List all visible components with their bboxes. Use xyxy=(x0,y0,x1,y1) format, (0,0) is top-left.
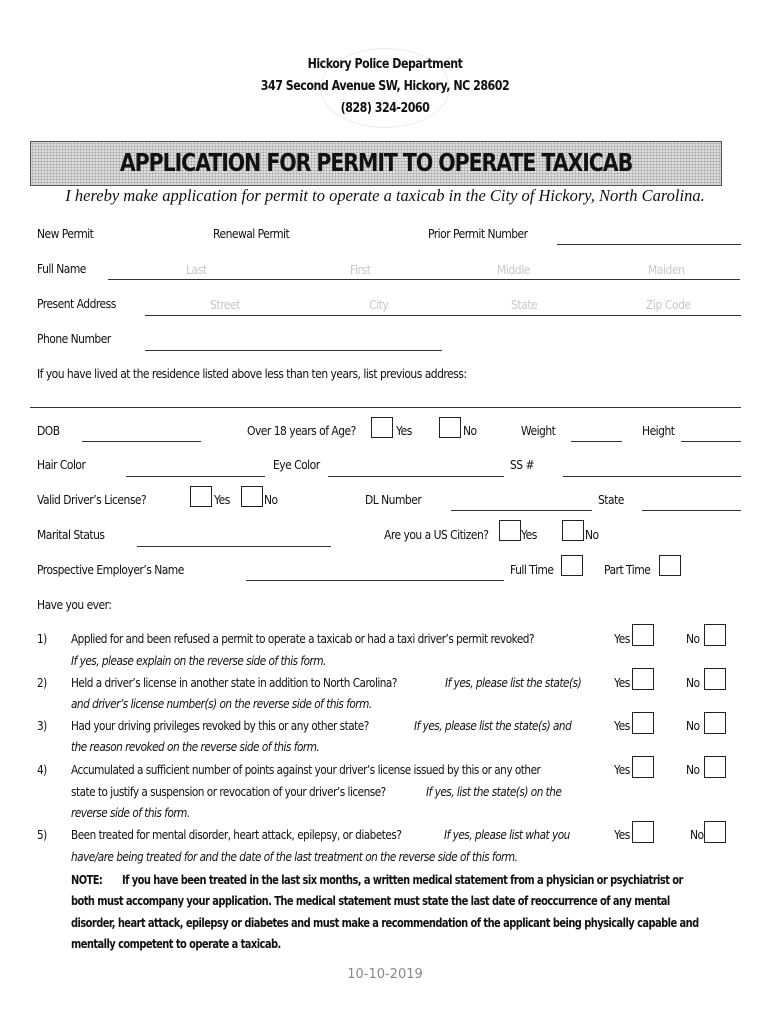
dl-number-field[interactable] xyxy=(451,510,592,511)
present-address-label: Present Address xyxy=(37,296,116,311)
phone-number-label: Phone Number xyxy=(37,331,111,346)
q3-no-checkbox[interactable] xyxy=(704,712,726,734)
present-address-field[interactable] xyxy=(145,315,741,316)
valid-license-yes-label: Yes xyxy=(214,492,230,507)
department-name: Hickory Police Department xyxy=(307,56,463,72)
full-time-label: Full Time xyxy=(510,562,554,577)
q1-yes-checkbox[interactable] xyxy=(632,624,654,646)
over-18-yes-label: Yes xyxy=(396,423,412,438)
q5-yes-checkbox[interactable] xyxy=(632,821,654,843)
zip-placeholder: Zip Code xyxy=(646,297,691,312)
full-name-field[interactable] xyxy=(108,279,740,280)
q3-no-label: No xyxy=(686,718,700,733)
question-text: Had your driving privileges revoked by this or any other state? xyxy=(71,718,369,733)
q4-yes-label: Yes xyxy=(614,762,630,777)
q4-yes-checkbox[interactable] xyxy=(632,756,654,778)
valid-license-yes-checkbox[interactable] xyxy=(190,486,212,507)
question-text: Applied for and been refused a permit to operate a taxicab or had a taxi driver’s permit revoked? xyxy=(71,631,535,646)
dl-state-field[interactable] xyxy=(642,510,741,511)
question-italic-note: If yes, list the state(s) on the xyxy=(426,784,562,799)
part-time-label: Part Time xyxy=(604,562,651,577)
q5-no-label: No xyxy=(690,827,704,842)
us-citizen-yes-checkbox[interactable] xyxy=(499,520,521,541)
new-permit-label: New Permit xyxy=(37,226,94,241)
hair-color-label: Hair Color xyxy=(37,457,86,472)
valid-license-no-label: No xyxy=(264,492,278,507)
full-name-label: Full Name xyxy=(37,261,86,276)
q4-no-checkbox[interactable] xyxy=(704,756,726,778)
ss-field[interactable] xyxy=(563,476,741,477)
over-18-no-label: No xyxy=(463,423,477,438)
question-text: Accumulated a sufficient number of points against your driver’s license issued by this or any other xyxy=(71,762,541,777)
prior-permit-number-label: Prior Permit Number xyxy=(428,226,528,241)
over-18-label: Over 18 years of Age? xyxy=(247,423,356,438)
question-italic-note: If yes, please list what you xyxy=(444,827,570,842)
dob-field[interactable] xyxy=(82,441,201,442)
first-name-placeholder: First xyxy=(350,262,371,277)
weight-label: Weight xyxy=(521,423,556,438)
valid-license-label: Valid Driver’s License? xyxy=(37,492,147,507)
part-time-checkbox[interactable] xyxy=(659,555,681,576)
dl-number-label: DL Number xyxy=(365,492,422,507)
valid-license-no-checkbox[interactable] xyxy=(241,486,263,507)
maiden-name-placeholder: Maiden xyxy=(648,262,685,277)
us-citizen-yes-label: Yes xyxy=(521,527,537,542)
us-citizen-no-label: No xyxy=(585,527,599,542)
previous-address-label: If you have lived at the residence listed above less than ten years, list previous address: xyxy=(37,366,467,381)
question-italic-note: reverse side of this form. xyxy=(71,805,190,820)
note-label: NOTE: xyxy=(71,872,103,887)
note-text: mentally competent to operate a taxicab. xyxy=(71,936,281,951)
prior-permit-number-field[interactable] xyxy=(557,244,741,245)
last-name-placeholder: Last xyxy=(186,262,207,277)
department-phone: (828) 324-2060 xyxy=(340,100,430,116)
footer-date: 10-10-2019 xyxy=(347,967,423,982)
height-label: Height xyxy=(642,423,675,438)
street-placeholder: Street xyxy=(210,297,241,312)
dob-label: DOB xyxy=(37,423,60,438)
question-italic-note: and driver’s license number(s) on the reverse side of this form. xyxy=(71,696,372,711)
question-italic-note: the reason revoked on the reverse side of this form. xyxy=(71,739,320,754)
question-number: 3) xyxy=(37,718,47,733)
weight-field[interactable] xyxy=(571,441,622,442)
eye-color-field[interactable] xyxy=(328,476,504,477)
q2-yes-label: Yes xyxy=(614,675,630,690)
employer-label: Prospective Employer’s Name xyxy=(37,562,184,577)
q5-no-checkbox[interactable] xyxy=(704,821,726,843)
renewal-permit-label: Renewal Permit xyxy=(213,226,290,241)
form-subtitle: I hereby make application for permit to operate a taxicab in the City of Hickory, North Carolina. xyxy=(65,186,705,205)
us-citizen-no-checkbox[interactable] xyxy=(562,520,584,541)
over-18-yes-checkbox[interactable] xyxy=(371,417,393,438)
question-text: Been treated for mental disorder, heart attack, epilepsy, or diabetes? xyxy=(71,827,402,842)
department-address: 347 Second Avenue SW, Hickory, NC 28602 xyxy=(260,78,510,94)
form-title: APPLICATION FOR PERMIT TO OPERATE TAXICAB xyxy=(119,148,633,177)
us-citizen-label: Are you a US Citizen? xyxy=(384,527,489,542)
note-text: disorder, heart attack, epilepsy or diabetes and must make a recommendation of the applicant being physically capable and xyxy=(71,915,699,930)
phone-number-field[interactable] xyxy=(145,350,442,351)
hair-color-field[interactable] xyxy=(126,476,265,477)
city-placeholder: City xyxy=(369,297,389,312)
over-18-no-checkbox[interactable] xyxy=(439,417,461,438)
ss-label: SS # xyxy=(510,457,535,472)
state-placeholder: State xyxy=(511,297,538,312)
question-italic-note: If yes, please list the state(s) and xyxy=(414,718,572,733)
q1-no-checkbox[interactable] xyxy=(704,624,726,646)
have-you-ever-label: Have you ever: xyxy=(37,597,112,612)
q2-no-checkbox[interactable] xyxy=(704,668,726,690)
full-time-checkbox[interactable] xyxy=(561,555,583,576)
q5-yes-label: Yes xyxy=(614,827,630,842)
question-number: 4) xyxy=(37,762,47,777)
q2-yes-checkbox[interactable] xyxy=(632,668,654,690)
q1-no-label: No xyxy=(686,631,700,646)
note-text: both must accompany your application. The medical statement must state the last date of reoccurrence of any mental xyxy=(71,893,670,908)
question-number: 2) xyxy=(37,675,47,690)
q3-yes-label: Yes xyxy=(614,718,630,733)
question-text: state to justify a suspension or revocation of your driver’s license? xyxy=(71,784,386,799)
height-field[interactable] xyxy=(681,441,741,442)
marital-status-field[interactable] xyxy=(137,546,331,547)
note-text: If you have been treated in the last six months, a written medical statement from a physician or psychiatrist or xyxy=(122,872,683,887)
eye-color-label: Eye Color xyxy=(273,457,320,472)
question-italic-note: If yes, please explain on the reverse side of this form. xyxy=(71,653,326,668)
dl-state-label: State xyxy=(598,492,624,507)
employer-field[interactable] xyxy=(246,580,504,581)
q1-yes-label: Yes xyxy=(614,631,630,646)
q2-no-label: No xyxy=(686,675,700,690)
q3-yes-checkbox[interactable] xyxy=(632,712,654,734)
question-italic-note: If yes, please list the state(s) xyxy=(445,675,582,690)
question-text: Held a driver’s license in another state in addition to North Carolina? xyxy=(71,675,397,690)
q4-no-label: No xyxy=(686,762,700,777)
middle-name-placeholder: Middle xyxy=(497,262,530,277)
previous-address-field[interactable] xyxy=(30,407,741,408)
question-italic-note: have/are being treated for and the date of the last treatment on the reverse side of this form. xyxy=(71,849,518,864)
marital-status-label: Marital Status xyxy=(37,527,105,542)
question-number: 1) xyxy=(37,631,47,646)
question-number: 5) xyxy=(37,827,47,842)
